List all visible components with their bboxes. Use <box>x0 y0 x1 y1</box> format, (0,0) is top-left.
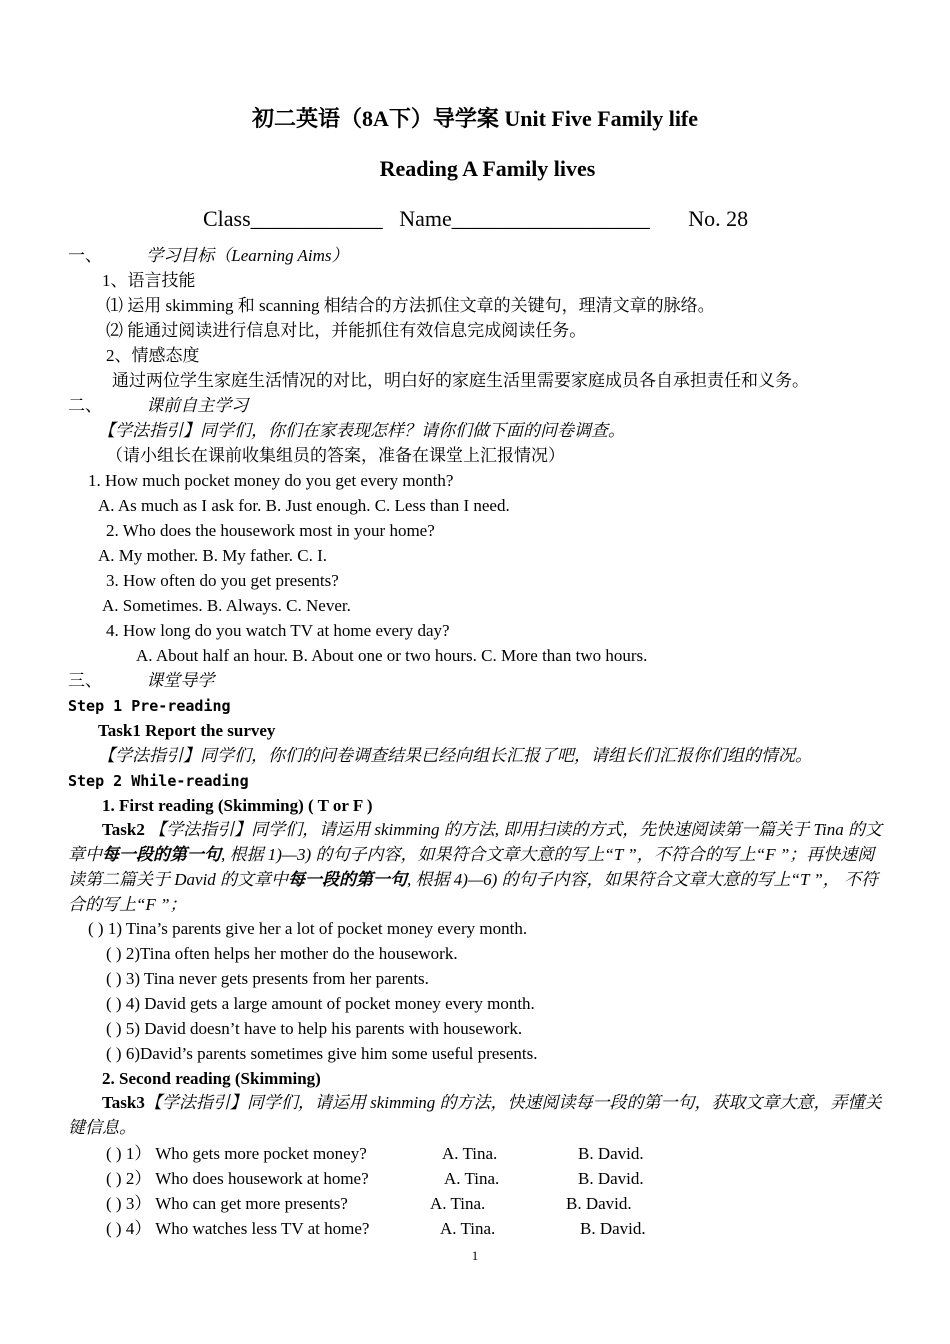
survey-note: （请小组长在课前收集组员的答案，准备在课堂上汇报情况） <box>106 446 565 465</box>
aim-item-1: 1、语言技能 <box>102 271 196 290</box>
survey-question-2: 2. Who does the housework most in your home? <box>106 521 435 540</box>
aim-item-1a: ⑴ 运用 skimming 和 scanning 相结合的方法抓住文章的关键句，理清文章的脉络。 <box>106 296 715 315</box>
tf-item: ( ) 1) Tina’s parents give her a lot of pocket money every month. <box>88 919 528 938</box>
task1-heading: Task1 Report the survey <box>98 721 276 740</box>
number-field: No. 28 <box>688 206 749 231</box>
aim-item-1b: ⑵ 能通过阅读进行信息对比，并能抓住有效信息完成阅读任务。 <box>106 321 587 340</box>
second-reading-heading: 2. Second reading (Skimming) <box>102 1069 321 1088</box>
tf-item: ( ) 3) Tina never gets presents from her parents. <box>106 969 429 988</box>
step1-heading: Step 1 Pre-reading <box>68 697 231 715</box>
tf-item: ( ) 5) David doesn’t have to help his parents with housework. <box>106 1019 523 1038</box>
mc-item: ( ) 3） Who can get more presents? A. Tina. B. David. <box>106 1194 632 1213</box>
header-fields <box>203 204 748 234</box>
section3-heading: 三、 课堂导学 <box>68 671 215 690</box>
survey-guide: 【学法指引】同学们，你们在家表现怎样？请你们做下面的问卷调查。 <box>98 421 625 440</box>
mc-item: ( ) 1） Who gets more pocket money? A. Tina. B. David. <box>106 1144 644 1163</box>
tf-item: ( ) 4) David gets a large amount of pocket money every month. <box>106 994 535 1013</box>
class-field: Class____________ <box>203 206 383 231</box>
first-reading-heading: 1. First reading (Skimming) ( T or F ) <box>102 796 373 815</box>
tf-item: ( ) 2)Tina often helps her mother do the housework. <box>106 944 458 963</box>
name-field: Name__________________ <box>399 206 650 231</box>
page-number: 1 <box>471 1248 479 1263</box>
mc-item: ( ) 2） Who does housework at home? A. Tina. B. David. <box>106 1169 644 1188</box>
task3-instructions: Task3【学法指引】同学们，请运用 skimming 的方法，快速阅读每一段的第一句，获取文章大意，弄懂关键信息。 <box>68 1093 882 1137</box>
aim-item-2: 2、情感态度 <box>106 346 200 365</box>
section2-heading: 二、 课前自主学习 <box>68 396 249 415</box>
survey-question-4: 4. How long do you watch TV at home every day? <box>106 621 450 640</box>
document-subtitle: Reading A Family lives <box>379 156 596 181</box>
aim-item-2-text: 通过两位学生家庭生活情况的对比，明白好的家庭生活里需要家庭成员各自承担责任和义务。 <box>112 371 809 390</box>
survey-options-4: A. About half an hour. B. About one or two hours. C. More than two hours. <box>136 646 648 665</box>
mc-item: ( ) 4） Who watches less TV at home? A. Tina. B. David. <box>106 1219 646 1238</box>
survey-options-1: A. As much as I ask for. B. Just enough. C. Less than I need. <box>98 496 510 515</box>
task2-instructions: Task2 【学法指引】同学们，请运用 skimming 的方法, 即用扫读的方式，先快速阅读第一篇关于 Tina 的文章中每一段的第一句, 根据 1)—3) 的句子内容，如果符合文章大意的写上“T ”，不符合的写上“F ”；再快速阅读第二篇关于 David 的文章中每一段的第一句, 根据 4)—6) 的句子内容，如果符合文章大意的写上“T ”， 不符合的写上“F ”； <box>68 820 883 914</box>
survey-question-3: 3. How often do you get presents? <box>106 571 339 590</box>
survey-options-2: A. My mother. B. My father. C. I. <box>98 546 328 565</box>
step2-heading: Step 2 While-reading <box>68 772 249 790</box>
section1-heading: 一、 学习目标（Learning Aims） <box>68 246 349 265</box>
survey-question-1: 1. How much pocket money do you get every month? <box>88 471 454 490</box>
document-title: 初二英语（8A下）导学案 Unit Five Family life <box>251 106 699 131</box>
tf-item: ( ) 6)David’s parents sometimes give him some useful presents. <box>106 1044 538 1063</box>
task1-guide: 【学法指引】同学们，你们的问卷调查结果已经向组长汇报了吧，请组长们汇报你们组的情况。 <box>98 746 812 765</box>
survey-options-3: A. Sometimes. B. Always. C. Never. <box>102 596 351 615</box>
